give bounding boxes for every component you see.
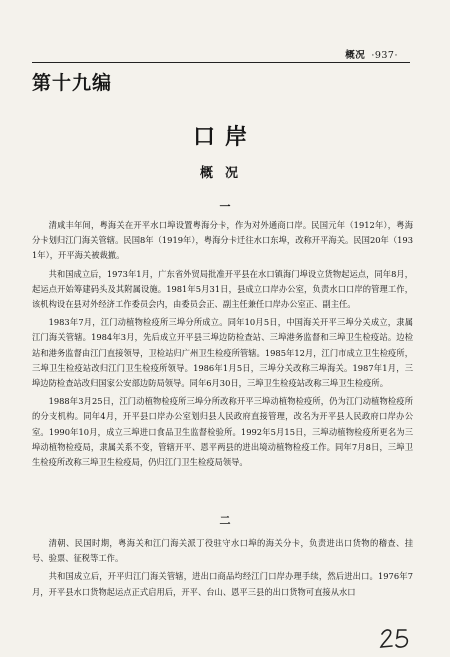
paragraph: 共和国成立后，1973年1月，广东省外贸局批准开平县在水口镇海门埠设立货物起运点，同年8月，起运点开始筹建码头及其附属设施。1981年5月31日，县成立口岸办公室，负责水口口岸的管理工作，该机构设在县对外经济工作委员会内，由委员会正、副主任兼任口岸办公室正、副主任。 (32, 268, 413, 310)
running-head (345, 47, 398, 61)
paragraph: 1983年7月，江门动植物检疫所三埠分所成立。同年10月5日，中国海关开平三埠分关成立，隶属江门海关管辖。1984年3月，先后成立开平县三埠边防检查站、三埠港务监督和三埠卫生检疫站。边检站和港务监督由江门直接领导，卫检站归广州卫生检疫所管辖。1985年12月，江门市成立卫生检疫所，三埠卫生检疫站改归江门卫生检疫所领导。1986年1月5日，三埠分关改称三埠海关。1987年1月，三埠边防检查站改归国家公安部边防局领导。同年6月30日，三埠卫生检疫站改称三埠卫生检疫所。 (32, 317, 413, 389)
page-title: 口岸 (192, 124, 257, 150)
header-rule (32, 62, 410, 63)
section-2-body (32, 536, 413, 603)
page-subtitle: 概况 (199, 166, 250, 181)
paragraph: 清咸丰年间，粤海关在开平水口埠设置粤海分卡，作为对外通商口岸。民国元年（1912年），粤海分卡划归江门海关管辖。民国8年（1919年），粤海分卡迁往水口东埠，改称开平海关。民国20年（1931年），开平海关被裁撤。 (32, 220, 413, 261)
section-1-body (32, 218, 413, 473)
paragraph: 1988年3月25日，江门动植物检疫所三埠分所改称开平三埠动植物检疫所，仍为江门动植物检疫所的分支机构。同年4月，开平县口岸办公室划归县人民政府直接管理，改名为开平县人民政府口岸办公室。1990年10月，成立三埠进口食品卫生监督检验所。1992年5月15日，三埠动植物检疫所更名为三埠动植物检疫局，隶属关系不变，管辖开平、恩平两县的进出境动植物检疫工作。同年7月8日，三埠卫生检疫所改称三埠卫生检疫局，仍归江门卫生检疫局领导。 (32, 396, 413, 468)
paragraph: 共和国成立后，开平归江门海关管辖，进出口商品均经江门口岸办理手续，然后进出口。1976年7月，开平县水口货物起运点正式启用后，开平、台山、恩平三县的出口货物可直接从水口 (32, 571, 413, 597)
chapter-heading: 第十九编 (32, 72, 113, 94)
handwritten-note (376, 625, 424, 651)
running-head-section: 概况 (345, 50, 366, 61)
paragraph: 清朝、民国时期，粤海关和江门海关派丁役驻守水口埠的海关分卡，负责进出口货物的稽查、挂号、验票、征税等工作。 (32, 538, 413, 564)
section-heading-1: 一 (219, 200, 231, 213)
section-heading-2: 二 (219, 514, 231, 527)
page-number: ·937· (371, 50, 398, 61)
